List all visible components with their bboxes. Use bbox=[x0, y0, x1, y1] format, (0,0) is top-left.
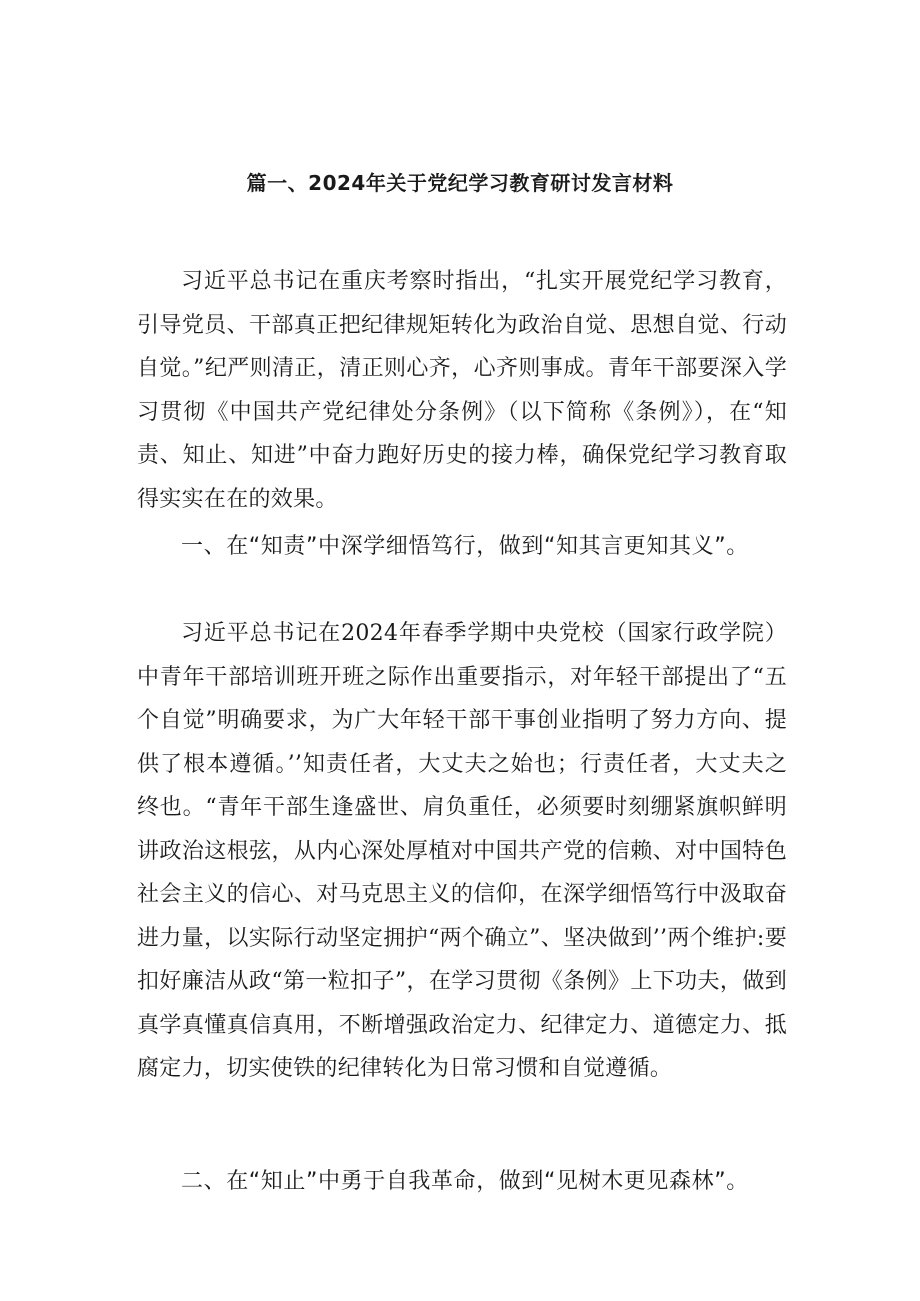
intro-paragraph: 习近平总书记在重庆考察时指出，“扎实开展党纪学习教育，引导党员、干部真正把纪律规矩转化为政治自觉、思想自觉、行动自觉。”纪严则清正，清正则心齐，心齐则事成。青年干部要深入学习贯彻《中国共产党纪律处分条例》（以下简称《条例》），在“知责、知止、知进”中奋力跑好历史的接力棒，确保党纪学习教育取得实实在在的效果。 bbox=[137, 269, 787, 512]
section-heading-1: 一、在“知责”中深学细悟笃行，做到“知其言更知其义”。 bbox=[181, 534, 749, 559]
document-title: 篇一、2024年关于党纪学习教育研讨发言材料 bbox=[246, 171, 674, 195]
section-heading-2: 二、在“知止”中勇于自我革命，做到“见树木更见森林”。 bbox=[181, 1169, 749, 1194]
section-1-paragraph: 习近平总书记在2024年春季学期中央党校（国家行政学院）中青年干部培训班开班之际作出重要指示，对年轻干部提出了“五个自觉”明确要求，为广大年轻干部干事创业指明了努力方向、提供了根本遵循。’’知责任者，大丈夫之始也；行责任者，大丈夫之终也。“青年干部生逢盛世、肩负重任，必须要时刻绷紧旗帜鲜明讲政治这根弦，从内心深处厚植对中国共产党的信赖、对中国特色社会主义的信心、对马克思主义的信仰，在深学细悟笃行中汲取奋进力量，以实际行动坚定拥护“两个确立”、坚决做到’’两个维护:要扣好廉洁从政“第一粒扣子”，在学习贯彻《条例》上下功夫，做到真学真懂真信真用，不断增强政治定力、纪律定力、道德定力、抵腐定力，切实使铁的纪律转化为日常习惯和自觉遵循。 bbox=[137, 621, 787, 1081]
